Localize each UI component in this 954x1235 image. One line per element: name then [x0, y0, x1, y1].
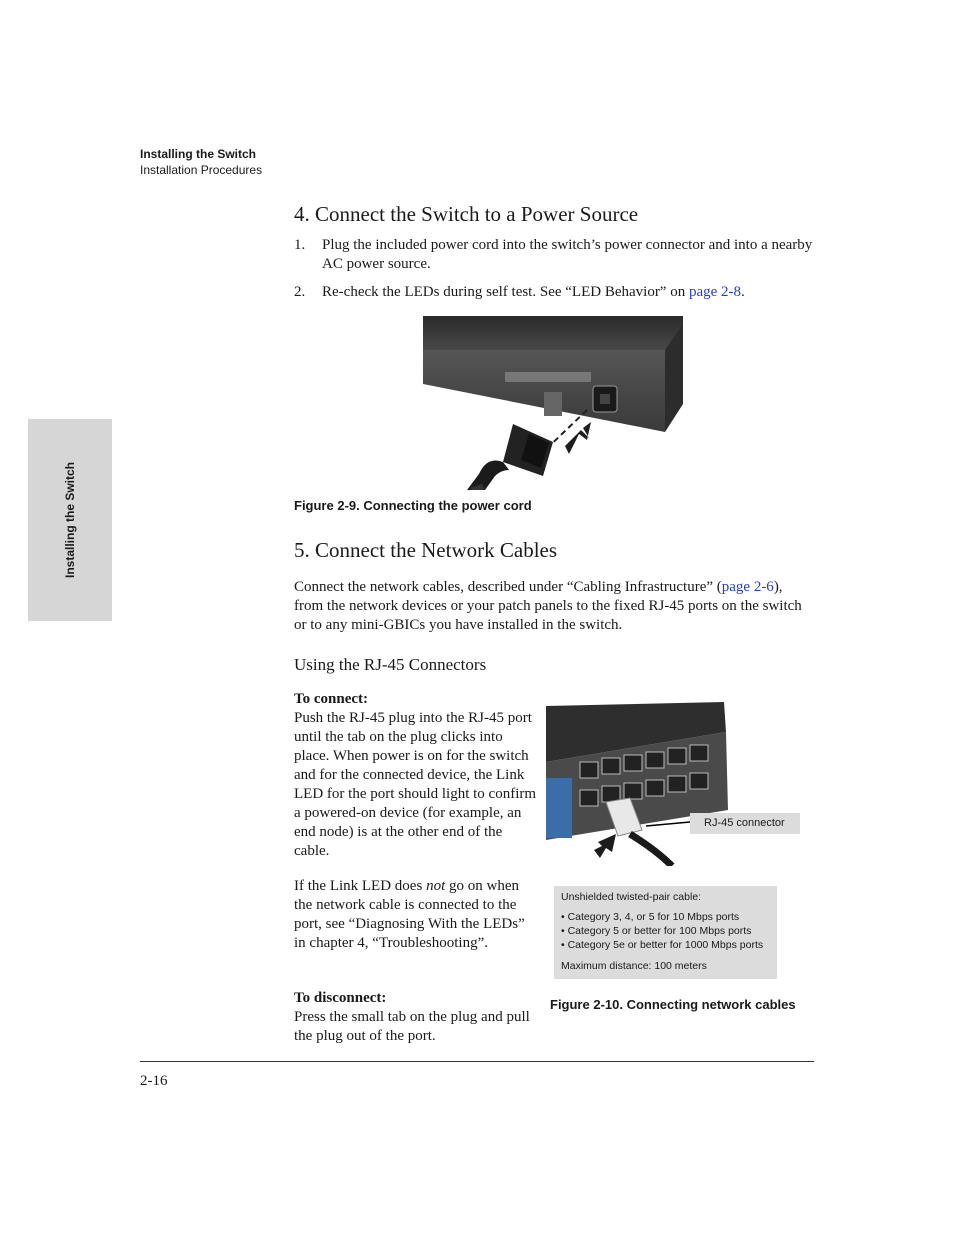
section-5-heading: 5. Connect the Network Cables	[294, 538, 558, 562]
page-2-6-link[interactable]: page 2-6	[721, 579, 774, 595]
running-header-chapter: Installing the Switch	[140, 147, 257, 161]
connect-label: To connect:	[294, 691, 369, 707]
page-2-8-link[interactable]: page 2-8	[688, 284, 742, 300]
cable-spec-title: Unshielded twisted-pair cable:	[561, 891, 702, 903]
step-1	[294, 236, 814, 274]
step-1-text: Plug the included power cord into the switch’s power connector and into a nearby AC power source.	[322, 237, 813, 272]
power-cord-figure	[421, 314, 685, 490]
footer-rule	[140, 1061, 814, 1062]
figure-2-9-caption: Figure 2-9. Connecting the power cord	[294, 498, 532, 513]
section-5-intro: Connect the network cables, described under “Cabling Infrastructure” (page 2-6), from the network devices or your patch panels to the fixed RJ-45 ports on the switch or to any mini-GBICs you have installed in the switch.	[294, 579, 802, 633]
cable-spec-item: • Category 5e or better for 1000 Mbps ports	[561, 939, 764, 951]
cable-spec-item: • Category 3, 4, or 5 for 10 Mbps ports	[561, 911, 740, 923]
rj45-connector-callout: RJ-45 connector	[690, 813, 800, 834]
side-tab-label: Installing the Switch	[63, 461, 77, 579]
connect-block	[294, 690, 537, 861]
step-2	[294, 283, 814, 302]
callout-leader-line	[646, 818, 692, 830]
network-cable-figure	[546, 700, 728, 866]
figure-2-10-caption: Figure 2-10. Connecting network cables	[550, 997, 796, 1012]
rj45-subheading: Using the RJ-45 Connectors	[294, 655, 487, 674]
disconnect-text: Press the small tab on the plug and pull the plug out of the port.	[294, 1009, 530, 1044]
step-2-text: Re-check the LEDs during self test. See “LED Behavior” on page 2-8.	[322, 284, 745, 300]
step-2-number: 2.	[294, 284, 306, 300]
disconnect-block	[294, 989, 537, 1046]
chapter-side-tab	[28, 419, 112, 621]
running-header-section: Installation Procedures	[140, 163, 263, 177]
connect-text: Push the RJ-45 plug into the RJ-45 port until the tab on the plug clicks into place. When power is on for the switch and for the connected device, the Link LED for the port should light to confirm a powered-on device (for example, an end node) is at the other end of the cable.	[294, 710, 537, 859]
page-number: 2-16	[140, 1073, 168, 1089]
cable-spec-distance: Maximum distance: 100 meters	[561, 960, 707, 972]
cable-spec-item: • Category 5 or better for 100 Mbps ports	[561, 925, 752, 937]
link-led-note: If the Link LED does not go on when the network cable is connected to the port, see “Diagnosing With the LEDs” in chapter 4, “Troubleshooting”.	[294, 878, 525, 951]
cable-spec-box	[554, 886, 777, 979]
disconnect-label: To disconnect:	[294, 990, 387, 1006]
section-4-heading: 4. Connect the Switch to a Power Source	[294, 202, 639, 226]
step-1-number: 1.	[294, 237, 306, 253]
